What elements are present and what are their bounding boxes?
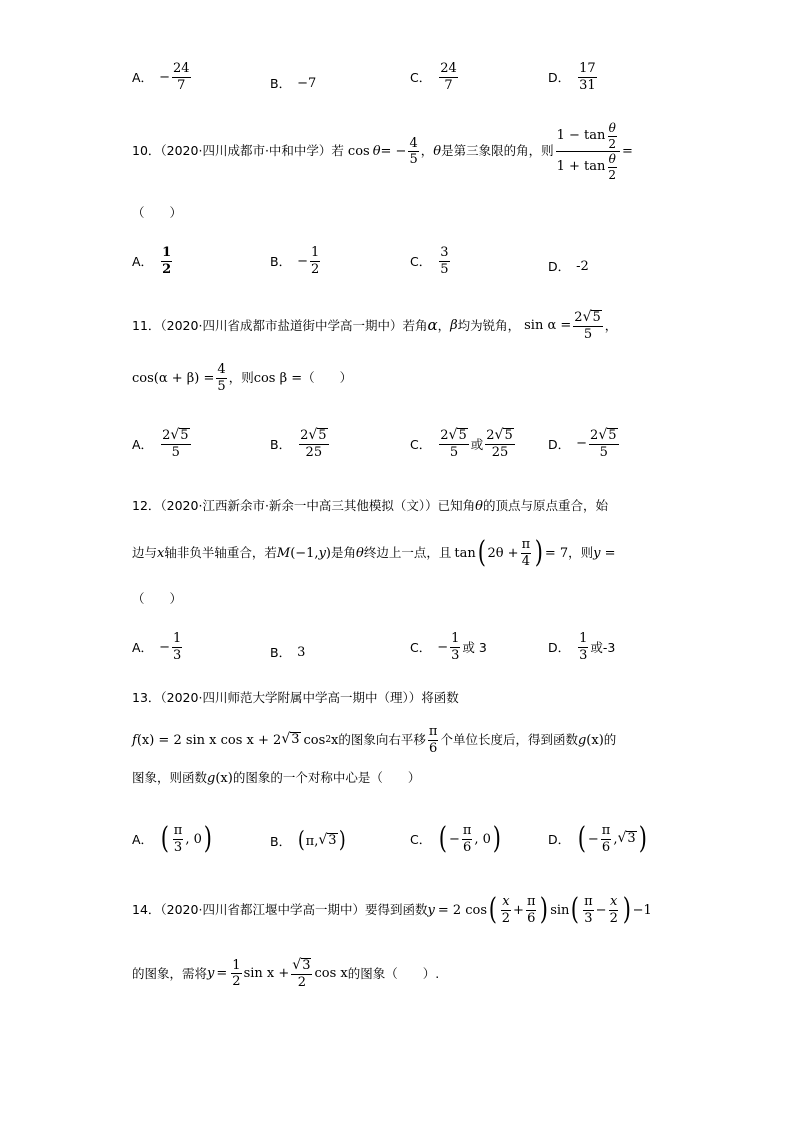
denominator: 2 — [310, 261, 320, 277]
or-text: 或-3 — [590, 640, 616, 656]
fraction — [291, 958, 312, 990]
theta: θ — [475, 499, 483, 514]
paren-open-icon: ( — [488, 892, 497, 928]
fraction — [172, 62, 191, 92]
q9-option-b — [270, 74, 316, 92]
denominator: 5 — [409, 152, 418, 168]
numerator: 1 — [232, 957, 241, 973]
q12-stem-line2 — [132, 535, 616, 571]
stem-text: 的图象（ ）. — [347, 965, 440, 981]
fraction — [573, 310, 602, 342]
denominator: 2 — [609, 910, 618, 926]
stem-text: 图象，则函数 — [132, 770, 208, 786]
answer-blank: （ ） — [302, 369, 353, 385]
denominator: 3 — [584, 910, 593, 926]
plus-sign: + — [513, 902, 524, 918]
half-num: θ — [608, 121, 616, 135]
q13-stem-line3 — [132, 772, 420, 785]
stem-text: 均为锐角， — [457, 317, 521, 333]
question-source: 12．（2020·江西新余市·新余一中高三其他模拟（文））已知角 — [132, 498, 476, 514]
denominator-text: 1 + tan — [556, 159, 606, 175]
cos-x: cos x — [314, 966, 348, 982]
denominator: 2 — [297, 975, 306, 991]
minus-sign: − — [159, 69, 170, 85]
option-label: D． — [548, 640, 571, 656]
f-func: f — [132, 732, 137, 748]
question-source: 14．（2020·四川省都江堰中学高一期中）要得到函数 — [132, 901, 428, 917]
minus-sign: − — [297, 253, 308, 269]
option-label: B． — [270, 834, 292, 849]
q13-option-a — [132, 821, 214, 857]
radicand: 5 — [318, 428, 327, 443]
minus-sign: − — [159, 639, 170, 655]
numerator: 4 — [217, 362, 226, 377]
numerator: x — [502, 894, 510, 909]
denominator: 5 — [440, 261, 449, 277]
stem-text: ，则 — [228, 369, 254, 385]
q14-stem-line2: 的图象，需将 y = $\frac{1}{2}$ sin x + √ 3 2 cos x 的图象（ ）. — [132, 957, 440, 991]
denominator: 3 — [451, 647, 460, 663]
coefficient: 2 — [486, 427, 495, 443]
q10-option-a — [132, 246, 174, 276]
comma: ， — [420, 143, 434, 159]
coefficient: 2 — [590, 427, 599, 443]
denominator: 5 — [217, 378, 226, 394]
answer-blank: （ ） — [132, 591, 183, 606]
tan-half-fraction — [556, 122, 620, 181]
comma: ， — [604, 317, 618, 333]
option-label: C． — [410, 832, 432, 848]
tan-text: tan — [454, 545, 476, 561]
paren-open-icon: ( — [438, 821, 448, 857]
theta: θ — [372, 144, 381, 160]
numerator: 1 — [579, 631, 588, 646]
g-func: g — [207, 771, 216, 786]
stem-text: 的顶点与原点重合，始 — [483, 498, 609, 514]
option-value: 3 — [297, 644, 306, 660]
cos-alpha-beta: cos(α + β) = — [132, 370, 215, 386]
y-var: y — [207, 966, 215, 982]
equals-neg: = − — [380, 144, 407, 160]
sqrt-icon: √ 5 — [170, 427, 189, 443]
fraction — [583, 895, 594, 925]
q10-paren — [132, 207, 182, 220]
paren-open-icon: ( — [160, 821, 170, 857]
numerator-text: 1 − tan — [556, 128, 606, 144]
denominator: 3 — [172, 647, 182, 663]
fraction — [299, 428, 328, 460]
numerator: 1 — [310, 245, 320, 260]
option-label: B． — [270, 76, 292, 91]
coord-open: (−1, — [290, 545, 319, 561]
denominator: 5 — [599, 445, 608, 461]
numerator: π — [173, 823, 183, 838]
stem-text: 个单位长度后，得到函数 — [440, 731, 578, 747]
radicand: 3 — [302, 958, 311, 973]
stem-text: ，则 — [568, 544, 594, 560]
paren-close-icon: ) — [622, 892, 631, 928]
sqrt-icon: √ 3 — [292, 957, 311, 973]
numerator: π — [526, 894, 536, 909]
fraction — [450, 632, 460, 662]
q9-option-d — [548, 62, 599, 92]
q12-option-d — [548, 632, 615, 662]
y-var: y — [318, 545, 326, 561]
minus-sign: − — [587, 831, 599, 847]
fraction — [601, 824, 612, 854]
f-expr: (x) = 2 sin x cos x + 2 — [136, 732, 282, 748]
cos-beta: cos β = — [253, 370, 303, 386]
or-text: 或 — [470, 436, 484, 452]
coefficient: 2 — [300, 427, 309, 443]
stem-text: 的图象，需将 — [132, 965, 208, 981]
q12-stem-line1 — [132, 500, 608, 513]
paren-close-icon: ) — [203, 821, 212, 857]
q11-option-d — [548, 428, 621, 460]
option-label: A． — [132, 70, 154, 86]
stem-text: 边与 — [132, 544, 158, 560]
denominator: 7 — [177, 77, 186, 93]
fraction — [609, 895, 619, 925]
numerator: 24 — [172, 61, 190, 76]
denominator: 6 — [601, 839, 611, 855]
option-label: D． — [548, 436, 571, 452]
fraction — [589, 428, 618, 460]
option-label: C． — [410, 254, 432, 270]
beta: β — [450, 318, 458, 334]
option-label: D． — [548, 832, 571, 848]
paren-close-icon: ) — [338, 828, 346, 853]
numerator: 1 — [172, 631, 182, 646]
fraction — [526, 895, 537, 925]
stem-text: 的图象向右平移 — [338, 731, 426, 747]
sin-alpha: sin α = — [524, 318, 572, 334]
numerator: 24 — [440, 61, 457, 76]
denominator: 5 — [171, 445, 180, 461]
minus-sign: − — [595, 902, 607, 918]
sqrt-icon: √ 3 — [617, 830, 636, 847]
radicand: 3 — [291, 732, 300, 748]
numerator: π — [584, 894, 593, 909]
option-label: B． — [270, 254, 292, 270]
option-label: A． — [132, 640, 154, 656]
option-label: C． — [410, 70, 432, 86]
q11-stem-line2 — [132, 363, 352, 393]
option-label: A． — [132, 832, 154, 848]
fraction — [428, 725, 439, 755]
paren-open-icon: ( — [571, 892, 580, 928]
numerator: π — [521, 537, 531, 552]
comma: ， — [437, 317, 451, 333]
q10-option-c — [410, 246, 452, 276]
denominator: 5 — [583, 327, 593, 343]
sqrt-icon: √ 5 — [598, 427, 617, 443]
denominator: 2 — [232, 974, 241, 990]
numerator: 1 — [162, 245, 172, 260]
stem-text: 是角 — [331, 544, 357, 560]
q10-option-b — [270, 246, 322, 276]
theta: θ — [433, 144, 442, 160]
q11-option-a — [132, 428, 193, 460]
q12-option-b — [270, 643, 305, 661]
paren-close-icon: ) — [534, 535, 544, 571]
fraction — [439, 428, 468, 460]
question-source: 10．（2020·四川成都市·中和中学）若 — [132, 143, 344, 159]
numerator: 1 — [451, 631, 460, 646]
q12-paren — [132, 593, 182, 606]
q9-option-a — [132, 62, 193, 92]
denominator: 31 — [579, 77, 596, 93]
y-var: y — [427, 902, 435, 918]
numerator: π — [601, 823, 611, 838]
denominator: 2 — [501, 910, 511, 926]
q13-option-b — [270, 830, 346, 852]
paren-close-icon: ) — [540, 892, 549, 928]
g-func: g — [577, 732, 587, 748]
denominator: 6 — [429, 740, 438, 756]
minus-sign: − — [448, 831, 460, 847]
radicand: 5 — [608, 428, 617, 443]
theta: θ — [356, 545, 364, 561]
equals-seven: = 7 — [544, 545, 569, 561]
q13-stem-line2 — [132, 725, 616, 755]
denominator: 3 — [173, 839, 183, 855]
y-coord: , 0 — [185, 831, 202, 847]
option-value: −7 — [297, 75, 317, 91]
radicand: 5 — [458, 428, 467, 443]
cos-text: cos — [347, 144, 370, 160]
or-text: 或 3 — [462, 640, 487, 656]
coefficient: 2 — [440, 427, 449, 443]
stem-text: 是第三象限的角，则 — [441, 143, 554, 159]
option-label: D． — [548, 259, 571, 274]
sin-text: sin — [550, 902, 570, 918]
fraction — [439, 62, 458, 92]
q13-option-c — [410, 821, 503, 857]
y-coord: , 0 — [474, 831, 491, 847]
x-coord: π, — [305, 833, 319, 849]
option-value: -2 — [576, 258, 589, 274]
half-den: 2 — [608, 167, 617, 182]
point-m: M — [276, 545, 291, 561]
numerator: x — [610, 894, 618, 909]
q11-stem-line1 — [132, 310, 617, 342]
q12-option-a — [132, 632, 184, 662]
fraction — [462, 824, 473, 854]
fraction — [578, 62, 597, 92]
sqrt-icon: √ 3 — [281, 731, 300, 748]
option-label: A． — [132, 254, 154, 270]
paren-close-icon: ) — [638, 821, 647, 857]
denominator: 25 — [305, 445, 323, 461]
denominator: 6 — [462, 839, 472, 855]
fraction — [521, 538, 532, 568]
denominator: 2 — [162, 261, 172, 277]
fraction — [485, 428, 514, 460]
radicand: 3 — [328, 833, 337, 849]
radicand: 5 — [504, 428, 513, 443]
q10-stem — [132, 122, 633, 181]
coord-close: ) — [325, 545, 331, 561]
denominator: 5 — [449, 445, 459, 461]
denominator: 4 — [521, 553, 530, 569]
minus-sign: − — [576, 436, 588, 452]
g-arg: (x) — [586, 732, 604, 748]
option-label: C． — [410, 640, 432, 656]
inner-expr: 2θ + — [487, 545, 519, 561]
square-exponent: 2 — [325, 734, 332, 745]
numerator: 3 — [440, 245, 449, 260]
question-source: 11．（2020·四川省成都市盐道街中学高一期中）若角 — [132, 317, 428, 333]
cos-text: cos — [303, 732, 326, 748]
q14-stem-line1 — [132, 892, 652, 928]
minus-sign: − — [437, 639, 449, 655]
paren-open-icon: ( — [297, 828, 305, 853]
q11-option-c — [410, 428, 517, 460]
denominator: 6 — [527, 910, 536, 926]
tail-term: −1 — [632, 902, 652, 918]
option-label: A． — [132, 436, 154, 452]
stem-text: 轴非负半轴重合，若 — [164, 544, 277, 560]
q12-option-c — [410, 632, 487, 662]
option-label: B． — [270, 645, 292, 660]
denominator: 25 — [491, 445, 509, 461]
fraction — [439, 246, 449, 276]
fraction — [161, 246, 172, 276]
x-var: x — [157, 545, 165, 561]
q9-option-c — [410, 62, 460, 92]
numerator: π — [428, 724, 438, 739]
fraction — [501, 895, 511, 925]
half-num: θ — [608, 152, 616, 167]
sqrt-icon: √ 5 — [582, 309, 601, 325]
sqrt-icon: √ 3 — [318, 832, 337, 849]
denominator: 3 — [579, 647, 588, 663]
numerator: 17 — [579, 61, 596, 76]
stem-text: 的图象的一个对称中心是（ ） — [232, 770, 421, 786]
half-den: 2 — [608, 136, 617, 151]
fraction — [408, 137, 418, 167]
sqrt-icon: √ 5 — [448, 427, 467, 443]
numerator: π — [462, 823, 472, 838]
fraction — [172, 632, 182, 662]
coefficient: 2 — [574, 309, 583, 325]
fraction — [578, 632, 588, 662]
question-source: 13．（2020·四川师范大学附属中学高一期中（理））将函数 — [132, 690, 459, 705]
radicand: 5 — [592, 310, 601, 325]
alpha: α — [427, 316, 438, 335]
x-var: x — [331, 732, 339, 748]
sqrt-icon: √ 5 — [494, 427, 513, 443]
q10-option-d — [548, 257, 589, 275]
y-equals: y = — [593, 545, 616, 561]
denominator: 7 — [444, 77, 453, 93]
q11-option-b — [270, 428, 331, 460]
fraction — [231, 959, 241, 989]
numerator: 4 — [409, 135, 418, 151]
radicand: 3 — [627, 831, 636, 847]
g-arg: (x) — [215, 771, 233, 786]
equals: = — [622, 144, 633, 160]
answer-blank: （ ） — [132, 205, 183, 220]
fraction — [173, 824, 184, 854]
option-label: B． — [270, 436, 292, 452]
radicand: 5 — [180, 428, 189, 443]
fraction — [216, 363, 226, 393]
q13-option-d: D． ( − $\frac{\pi}{6}$ , √ 3 ) — [548, 821, 647, 857]
option-label: C． — [410, 436, 432, 452]
equals-cos: = 2 cos — [437, 902, 488, 918]
sqrt-icon: √ 5 — [308, 427, 327, 443]
stem-text: 终边上一点，且 — [363, 544, 452, 560]
stem-text: 的 — [603, 731, 617, 747]
option-label: D． — [548, 70, 571, 86]
coefficient: 2 — [162, 427, 171, 443]
q13-stem-line1 — [132, 692, 459, 705]
paren-open-icon: ( — [577, 821, 587, 857]
fraction — [161, 428, 190, 460]
paren-open-icon: ( — [477, 535, 486, 571]
paren-close-icon: ) — [492, 821, 501, 857]
fraction — [310, 246, 320, 276]
sin-x: sin x + — [243, 966, 290, 982]
